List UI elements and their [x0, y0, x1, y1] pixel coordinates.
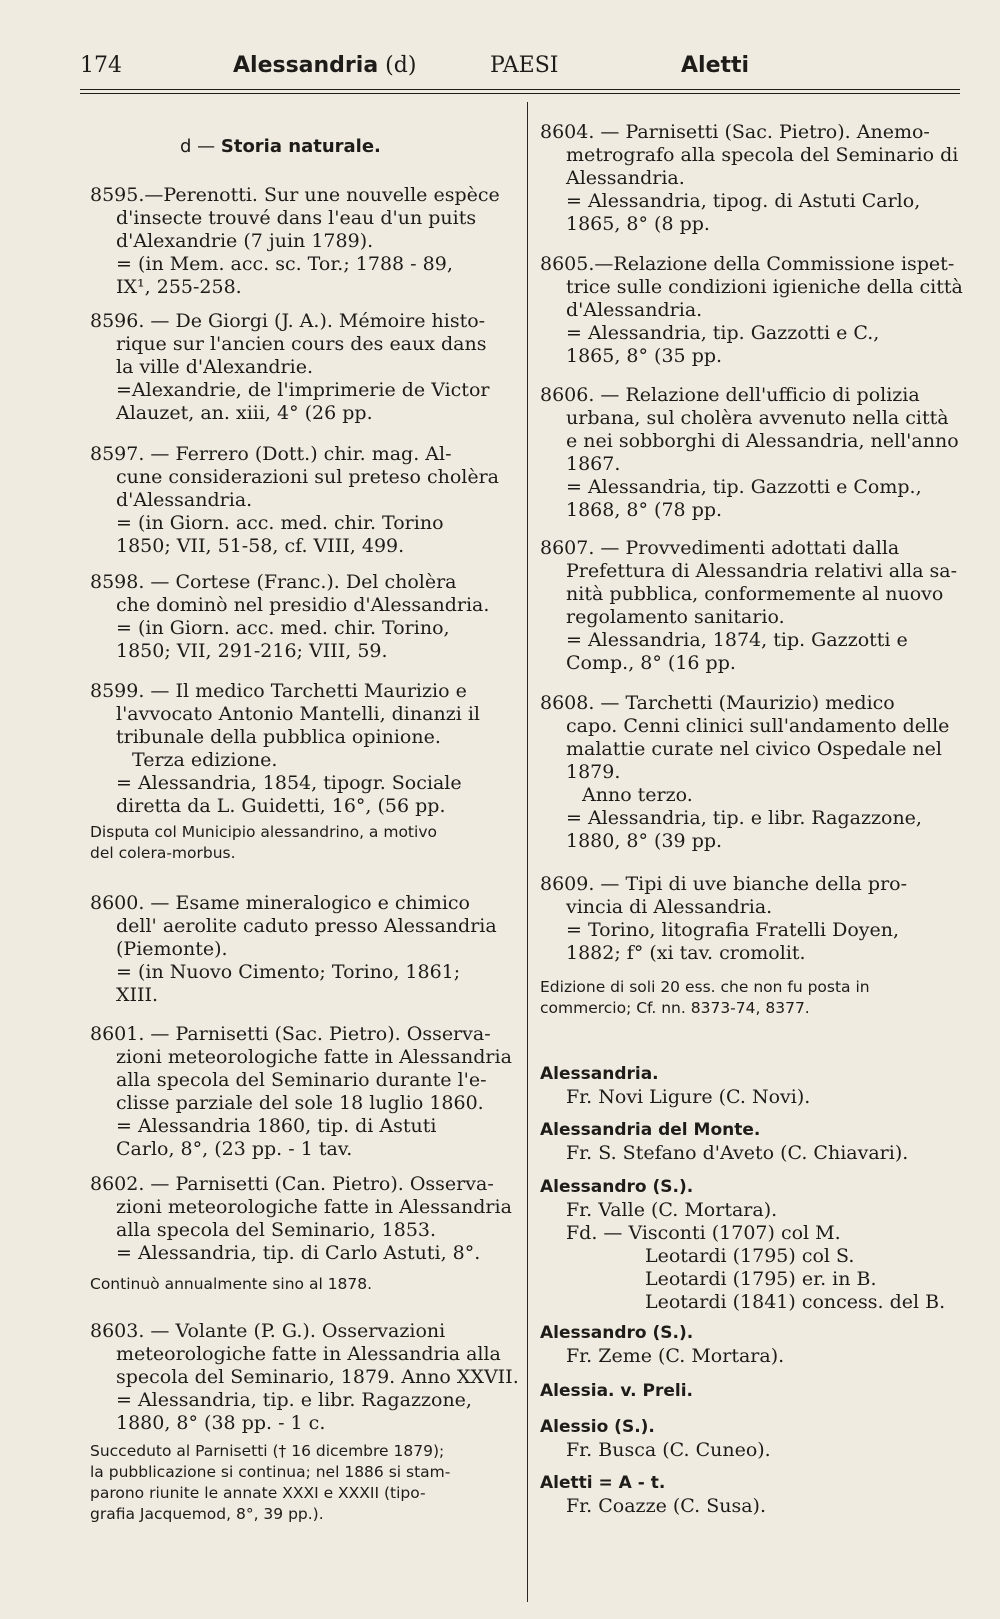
entry-line: che dominò nel presidio d'Alessandria. [116, 594, 490, 616]
place-alessandria-del-monte [540, 1119, 965, 1165]
section-heading [180, 135, 520, 158]
entry-line: 1868, 8° (78 pp. [566, 499, 723, 521]
entry-line: 8597. — Ferrero (Dott.) chir. mag. Al- [90, 443, 452, 465]
entry-line: specola del Seminario, 1879. Anno XXVII. [116, 1366, 519, 1388]
entry-line: =Alexandrie, de l'imprimerie de Victor [116, 379, 490, 401]
running-head-left [233, 54, 416, 77]
page-header [78, 46, 958, 80]
running-head-center: PAESI [490, 53, 559, 78]
running-head-place: Alessandria [233, 53, 379, 78]
note-line: parono riunite le annate XXXI e XXXII (tipo- [90, 1484, 426, 1502]
entry-line: clisse parziale del sole 18 luglio 1860. [116, 1092, 484, 1114]
entry-line: = Alessandria, tip. di Carlo Astuti, 8°. [116, 1242, 481, 1264]
note-line: commercio; Cf. nn. 8373-74, 8377. [540, 999, 810, 1017]
entry-line: = Torino, litografia Fratelli Doyen, [566, 919, 900, 941]
entry-line: d'Alexandrie (7 juin 1789). [116, 230, 374, 252]
entry-line: urbana, sul cholèra avvenuto nella città [566, 407, 949, 429]
entry-8609 [540, 873, 965, 965]
entry-8596 [90, 310, 520, 425]
entry-line: = Alessandria, tip. e libr. Ragazzone, [116, 1389, 472, 1411]
entry-line: dell' aerolite caduto presso Alessandria [116, 915, 497, 937]
entry-line: alla specola del Seminario, 1853. [116, 1219, 437, 1241]
note-line: Disputa col Municipio alessandrino, a motivo [90, 823, 437, 841]
place-name: Alessandro (S.). [540, 1177, 694, 1197]
place-alessandria [540, 1063, 965, 1109]
place-name: Alessandria. [540, 1064, 659, 1084]
entry-line: meteorologiche fatte in Alessandria alla [116, 1343, 501, 1365]
entry-line: Carlo, 8°, (23 pp. - 1 tav. [116, 1138, 353, 1160]
entry-8604 [540, 121, 965, 236]
entry-line: 1880, 8° (39 pp. [566, 830, 723, 852]
entry-line: XIII. [116, 984, 159, 1006]
entry-note [90, 1441, 520, 1525]
entry-line: = Alessandria, tip. Gazzotti e C., [566, 322, 880, 344]
entry-line: 8596. — De Giorgi (J. A.). Mémoire histo- [90, 310, 486, 332]
entry-note [90, 822, 520, 864]
entry-8598 [90, 571, 520, 663]
place-line: Fr. Novi Ligure (C. Novi). [566, 1086, 811, 1108]
entry-8606 [540, 384, 965, 522]
entry-line: = (in Nuovo Cimento; Torino, 1861; [116, 961, 461, 983]
note-line: del colera-morbus. [90, 844, 236, 862]
entry-line: zioni meteorologiche fatte in Alessandria [116, 1196, 512, 1218]
entry-line: 1867. [566, 453, 621, 475]
place-aletti [540, 1472, 965, 1518]
entry-line: metrografo alla specola del Seminario di [566, 144, 959, 166]
entry-line: 8607. — Provvedimenti adottati dalla [540, 537, 900, 559]
entry-line: alla specola del Seminario durante l'e- [116, 1069, 487, 1091]
entry-line: d'Alessandria. [116, 489, 253, 511]
entry-line: 1850; VII, 51-58, cf. VIII, 499. [116, 535, 405, 557]
entry-line: trice sulle condizioni igieniche della città [566, 276, 963, 298]
entry-line: = Alessandria, tip. e libr. Ragazzone, [566, 807, 922, 829]
entry-line: = Alessandria, tipog. di Astuti Carlo, [566, 190, 921, 212]
entry-8599 [90, 680, 520, 818]
entry-line: tribunale della pubblica opinione. [116, 726, 441, 748]
entry-line: 8605.—Relazione della Commissione ispet- [540, 253, 955, 275]
entry-line: = Alessandria, 1874, tip. Gazzotti e [566, 629, 908, 651]
entry-line: 8598. — Cortese (Franc.). Del cholèra [90, 571, 457, 593]
entry-line: 8606. — Relazione dell'ufficio di polizia [540, 384, 920, 406]
entry-line: Anno terzo. [582, 784, 693, 806]
entry-line: Terza edizione. [132, 749, 278, 771]
place-name: Alessandro (S.). [540, 1323, 694, 1343]
place-alessio [540, 1416, 965, 1462]
entry-8608 [540, 692, 965, 853]
entry-line: malattie curate nel civico Ospedale nel [566, 738, 942, 760]
column-divider [527, 102, 528, 1602]
section-letter: d — [180, 136, 221, 157]
place-name: Alessio (S.). [540, 1417, 655, 1437]
entry-8597 [90, 443, 520, 558]
entry-line: = (in Giorn. acc. med. chir. Torino [116, 512, 444, 534]
entry-line: = Alessandria, 1854, tipogr. Sociale [116, 772, 462, 794]
entry-8607 [540, 537, 965, 675]
entry-line: 1850; VII, 291-216; VIII, 59. [116, 640, 388, 662]
entry-8605 [540, 253, 965, 368]
place-name: Alessandria del Monte. [540, 1120, 761, 1140]
entry-line: Comp., 8° (16 pp. [566, 652, 736, 674]
entry-8601 [90, 1023, 520, 1161]
header-rule [80, 89, 960, 90]
entry-line: e nei sobborghi di Alessandria, nell'anno [566, 430, 959, 452]
entry-line: vincia di Alessandria. [566, 896, 773, 918]
entry-line: 8601. — Parnisetti (Sac. Pietro). Osserva- [90, 1023, 491, 1045]
entry-line: = Alessandria 1860, tip. di Astuti [116, 1115, 437, 1137]
note-line: Edizione di soli 20 ess. che non fu posta in [540, 978, 870, 996]
entry-line: 1865, 8° (8 pp. [566, 213, 710, 235]
page-number: 174 [80, 53, 122, 78]
entry-line: 1879. [566, 761, 621, 783]
note-line: Succeduto al Parnisetti († 16 dicembre 1879); [90, 1442, 445, 1460]
header-rule-double [80, 93, 960, 94]
entry-line: cune considerazioni sul preteso cholèra [116, 466, 499, 488]
entry-line: Alauzet, an. xiii, 4° (26 pp. [116, 402, 373, 424]
entry-line: regolamento sanitario. [566, 606, 785, 628]
entry-line: = Alessandria, tip. Gazzotti e Comp., [566, 476, 922, 498]
entry-line: zioni meteorologiche fatte in Alessandria [116, 1046, 512, 1068]
entry-note [90, 1274, 520, 1295]
entry-line: 8595.—Perenotti. Sur une nouvelle espèce [90, 184, 500, 206]
entry-line: (Piemonte). [116, 938, 228, 960]
place-alessandro-valle [540, 1176, 965, 1314]
note-line: la pubblicazione si continua; nel 1886 si stam- [90, 1463, 451, 1481]
place-line: Leotardi (1795) col S. [645, 1245, 855, 1267]
entry-line: 8599. — Il medico Tarchetti Maurizio e [90, 680, 467, 702]
entry-line: = (in Giorn. acc. med. chir. Torino, [116, 617, 450, 639]
place-line: Fr. Coazze (C. Susa). [566, 1495, 767, 1517]
entry-line: rique sur l'ancien cours des eaux dans [116, 333, 487, 355]
entry-line: capo. Cenni clinici sull'andamento delle [566, 715, 950, 737]
place-line: Fr. Zeme (C. Mortara). [566, 1345, 785, 1367]
entry-line: 8603. — Volante (P. G.). Osservazioni [90, 1320, 446, 1342]
entry-line: 8602. — Parnisetti (Can. Pietro). Osserva- [90, 1173, 494, 1195]
running-head-right: Aletti [681, 53, 750, 78]
entry-line: 8600. — Esame mineralogico e chimico [90, 892, 470, 914]
entry-line: l'avvocato Antonio Mantelli, dinanzi il [116, 703, 480, 725]
entry-line: 8604. — Parnisetti (Sac. Pietro). Anemo- [540, 121, 930, 143]
place-line: Leotardi (1795) er. in B. [645, 1268, 877, 1290]
place-line: Fr. S. Stefano d'Aveto (C. Chiavari). [566, 1142, 909, 1164]
entry-note [540, 977, 965, 1019]
entry-line: nità pubblica, conformemente al nuovo [566, 583, 944, 605]
section-title: Storia naturale. [220, 136, 381, 157]
entry-8602 [90, 1173, 520, 1265]
place-line: Fr. Valle (C. Mortara). [566, 1199, 778, 1221]
note-line: grafia Jacquemod, 8°, 39 pp.). [90, 1505, 324, 1523]
entry-line: 8609. — Tipi di uve bianche della pro- [540, 873, 908, 895]
place-name: Aletti = A - t. [540, 1473, 666, 1493]
entry-line: 1865, 8° (35 pp. [566, 345, 723, 367]
entry-8595 [90, 184, 520, 299]
entry-8603 [90, 1320, 520, 1435]
place-line: Fr. Busca (C. Cuneo). [566, 1439, 771, 1461]
entry-line: IX¹, 255-258. [116, 276, 242, 298]
place-name: Alessia. v. Preli. [540, 1381, 693, 1401]
place-alessandro-zeme [540, 1322, 965, 1368]
entry-line: 8608. — Tarchetti (Maurizio) medico [540, 692, 895, 714]
place-line: Leotardi (1841) concess. del B. [645, 1291, 946, 1313]
running-head-suffix: (d) [378, 53, 417, 78]
entry-line: Prefettura di Alessandria relativi alla sa- [566, 560, 958, 582]
entry-line: 1880, 8° (38 pp. - 1 c. [116, 1412, 326, 1434]
entry-line: la ville d'Alexandrie. [116, 356, 314, 378]
entry-line: = (in Mem. acc. sc. Tor.; 1788 - 89, [116, 253, 453, 275]
entry-line: 1882; f° (xi tav. cromolit. [566, 942, 806, 964]
entry-line: diretta da L. Guidetti, 16°, (56 pp. [116, 795, 446, 817]
entry-line: d'insecte trouvé dans l'eau d'un puits [116, 207, 477, 229]
place-alessia [540, 1380, 965, 1403]
note-line: Continuò annualmente sino al 1878. [90, 1275, 373, 1293]
place-line: Fd. — Visconti (1707) col M. [566, 1222, 841, 1244]
entry-line: Alessandria. [566, 167, 685, 189]
entry-8600 [90, 892, 520, 1007]
entry-line: d'Alessandria. [566, 299, 703, 321]
